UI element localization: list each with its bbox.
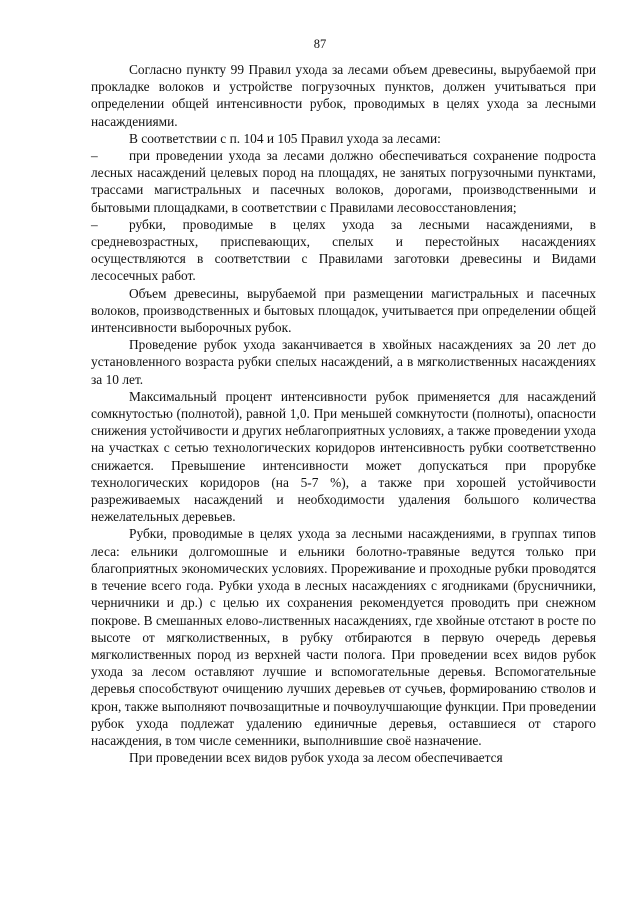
paragraph: Максимальный процент интенсивности рубок применяется для насаждений сомкнутостью (полнотой), равной 1,0. При меньшей сомкнутости (полноты), опасности снижения устойчивости и других неблагоприятных условиях, а также проведении ухода на участках с сетью технологических коридоров интенсивность рубки соответственно снижается. Превышение интенсивности может допускаться при прорубке технологических коридоров (на 5-7 %), а также при хорошей устойчивости разреживаемых насаждений и необходимости удаления большого количества нежелательных деревьев. <box>91 388 596 525</box>
list-dash: – <box>91 148 98 164</box>
paragraph: Объем древесины, вырубаемой при размещении магистральных и пасечных волоков, производственных и бытовых площадок, учитывается при определении общей интенсивности выборочных рубок. <box>91 285 596 336</box>
paragraph: Проведение рубок ухода заканчивается в хвойных насаждениях за 20 лет до установленного возраста рубки спелых насаждений, а в мягколиственных насаждениях за 10 лет. <box>91 337 596 387</box>
page-number: 87 <box>313 37 327 51</box>
list-item-text: при проведении ухода за лесами должно обеспечиваться сохранение подроста лесных насаждений целевых пород на площадях, не занятых погрузочными пунктами, трассами магистральных и пасечных волоков, дорогами, производственными и бытовыми площадками, в соответствии с Правилами лесовосстановления; <box>91 148 596 215</box>
paragraph: При проведении всех видов рубок ухода за лесом обеспечивается <box>129 750 503 766</box>
list-item <box>91 216 596 285</box>
paragraph: Согласно пункту 99 Правил ухода за лесами объем древесины, вырубаемой при прокладке волоков и устройстве погрузочных пунктов, должен учитываться при определении общей интенсивности рубок, проводимых в целях ухода за лесными насаждениями. <box>91 62 596 129</box>
paragraph: В соответствии с п. 104 и 105 Правил ухода за лесами: <box>129 130 441 146</box>
list-dash: – <box>91 216 98 232</box>
paragraph: Рубки, проводимые в целях ухода за лесными насаждениями, в группах типов леса: ельники долгомошные и ельники болотно-травяные ведутся только при благоприятных экономических условиях. Прореживание и проходные рубки проводятся в течение всего года. Рубки ухода в лесных насаждениях с ягодниками (брусничники, черничники и др.) с целью их сохранения рекомендуется проводить при снежном покрове. В смешанных елово-лиственных насаждениях, где хвойные отстают в росте по высоте от мягколиственных, в рубку отбираются в первую очередь деревья мягколиственных пород из верхней части полога. При проведении всех видов рубок ухода за лесом оставляют лучшие и вспомогательные деревья. Вспомогательные деревья способствуют очищению лучших деревьев от сучьев, формированию стволов и крон, также выполняют почвозащитные и почвоулучшающие функции. При проведении рубок ухода подлежат удалению единичные деревья, оставшиеся от старого насаждения, в том числе семенники, выполнившие своё назначение. <box>91 526 596 748</box>
document-body <box>91 61 596 766</box>
list-item-text: рубки, проводимые в целях ухода за лесными насаждениями, в средневозрастных, приспевающих, спелых и перестойных насаждениях осуществляются в соответствии с Правилами заготовки древесины и Видами лесосечных работ. <box>91 216 596 284</box>
list-item <box>91 147 596 216</box>
